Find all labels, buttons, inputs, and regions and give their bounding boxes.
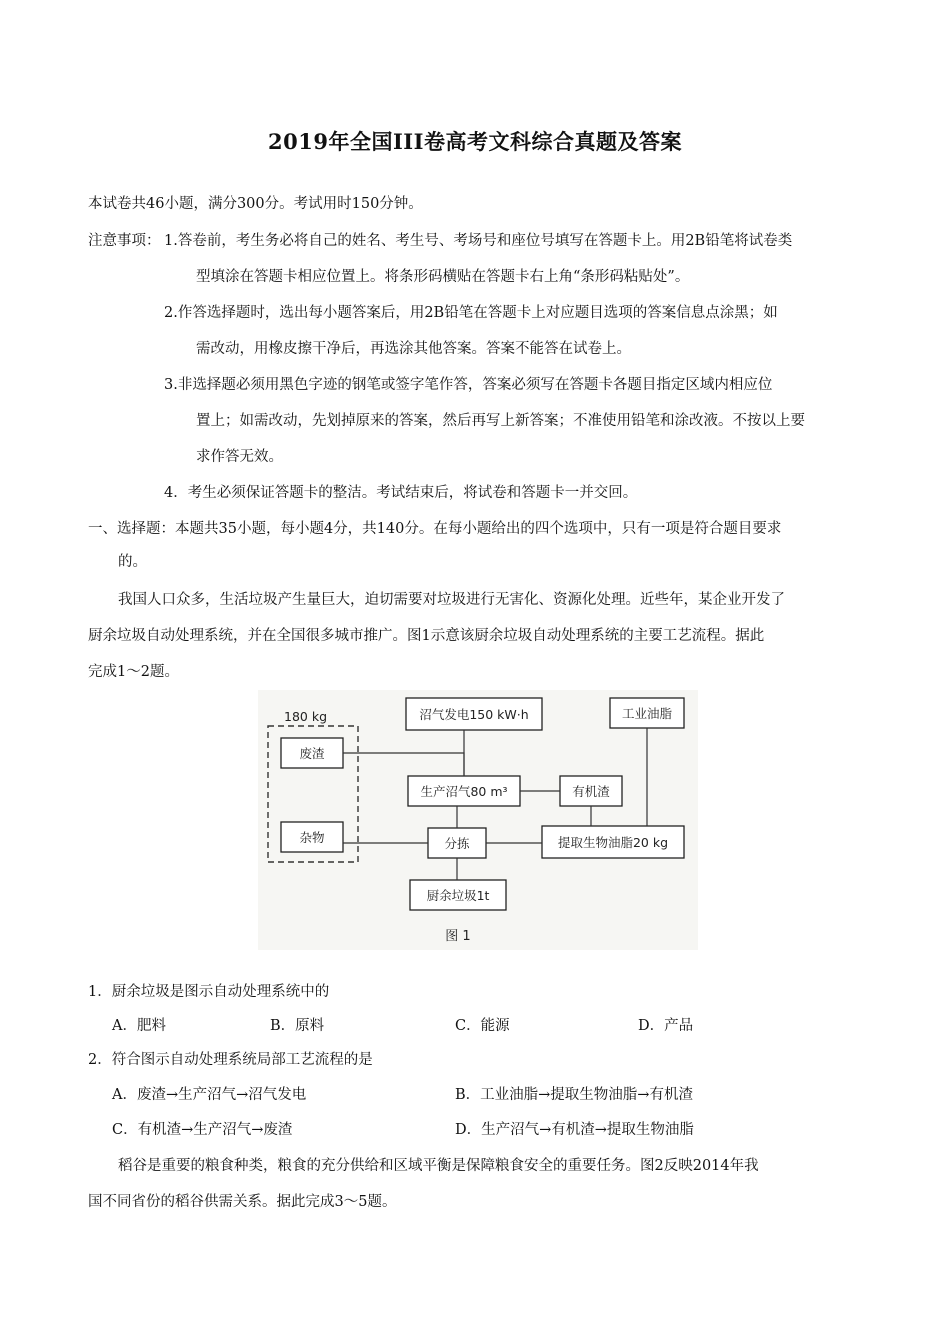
figure-1 (258, 690, 698, 950)
node-biogas-power-label: 沼气发电150 kW·h (419, 707, 529, 722)
node-extract-oil-label: 提取生物油脂20 kg (557, 835, 669, 850)
notice-label: 注意事项： (88, 233, 161, 249)
question-2-option-b: B．工业油脂→提取生物油脂→有机渣 (455, 1087, 693, 1103)
notice-item-1: 1.答卷前，考生务必将自己的姓名、考生号、考场号和座位号填写在答题卡上。用2B铅笔将试卷类 (164, 233, 793, 249)
notice-item-3: 3.非选择题必须用黑色字迹的钢笔或签字笔作答，答案必须写在答题卡各题目指定区域内相应位 (164, 377, 773, 393)
question-1-stem: 1．厨余垃圾是图示自动处理系统中的 (88, 984, 330, 1000)
node-industrial-oil-label: 工业油脂 (621, 706, 673, 721)
section-heading: 一、选择题：本题共35小题，每小题4分，共140分。在每小题给出的四个选项中，只有一项是符合题目要求 (88, 521, 782, 537)
question-2-option-a: A．废渣→生产沼气→沼气发电 (112, 1087, 307, 1103)
question-1-option-c: C．能源 (455, 1018, 510, 1034)
weight-label: 180 kg (284, 709, 328, 724)
question-1-option-b: B．原料 (270, 1018, 325, 1034)
notice-item-1-cont: 型填涂在答题卡相应位置上。将条形码横贴在答题卡右上角“条形码粘贴处”。 (196, 269, 690, 285)
page-title: 2019年全国III卷高考文科综合真题及答案 (268, 129, 682, 154)
passage-2-line-1: 稻谷是重要的粮食种类，粮食的充分供给和区域平衡是保障粮食安全的重要任务。图2反映2014年我 (118, 1158, 759, 1174)
question-2-option-c: C．有机渣→生产沼气→废渣 (112, 1122, 293, 1138)
notice-item-3-cont2: 求作答无效。 (196, 449, 283, 465)
passage-1-line-1: 我国人口众多，生活垃圾产生量巨大，迫切需要对垃圾进行无害化、资源化处理。近些年，某企业开发了 (118, 592, 785, 608)
passage-2-line-2: 国不同省份的稻谷供需关系。据此完成3～5题。 (88, 1194, 397, 1210)
node-kitchen-waste-label: 厨余垃圾1t (426, 888, 490, 903)
question-2-stem: 2．符合图示自动处理系统局部工艺流程的是 (88, 1052, 373, 1068)
passage-1-line-2: 厨余垃圾自动处理系统，并在全国很多城市推广。图1示意该厨余垃圾自动处理系统的主要工艺流程。据此 (88, 628, 765, 644)
notice-item-3-cont: 置上；如需改动，先划掉原来的答案，然后再写上新答案；不准使用铅笔和涂改液。不按以上要 (196, 413, 805, 429)
question-1-option-d: D．产品 (638, 1018, 694, 1034)
node-waste-residue-label: 废渣 (299, 746, 325, 761)
notice-item-4: 4．考生必须保证答题卡的整洁。考试结束后，将试卷和答题卡一并交回。 (164, 485, 638, 501)
node-biogas-production-label: 生产沼气80 m³ (420, 784, 508, 799)
process-flow-diagram (258, 690, 698, 950)
section-heading-cont: 的。 (118, 554, 147, 570)
notice-item-2: 2.作答选择题时，选出每小题答案后，用2B铅笔在答题卡上对应题目选项的答案信息点涂黑；如 (164, 305, 778, 321)
exam-intro: 本试卷共46小题，满分300分。考试用时150分钟。 (88, 196, 423, 212)
question-2-option-d: D．生产沼气→有机渣→提取生物油脂 (455, 1122, 694, 1138)
node-organic-residue-label: 有机渣 (572, 784, 610, 799)
question-1-option-a: A．肥料 (112, 1018, 166, 1034)
node-debris-label: 杂物 (299, 830, 325, 845)
figure-caption: 图 1 (445, 929, 471, 944)
passage-1-line-3: 完成1～2题。 (88, 664, 179, 680)
node-sorting-label: 分拣 (444, 836, 470, 851)
notice-item-2-cont: 需改动，用橡皮擦干净后，再选涂其他答案。答案不能答在试卷上。 (196, 341, 631, 357)
